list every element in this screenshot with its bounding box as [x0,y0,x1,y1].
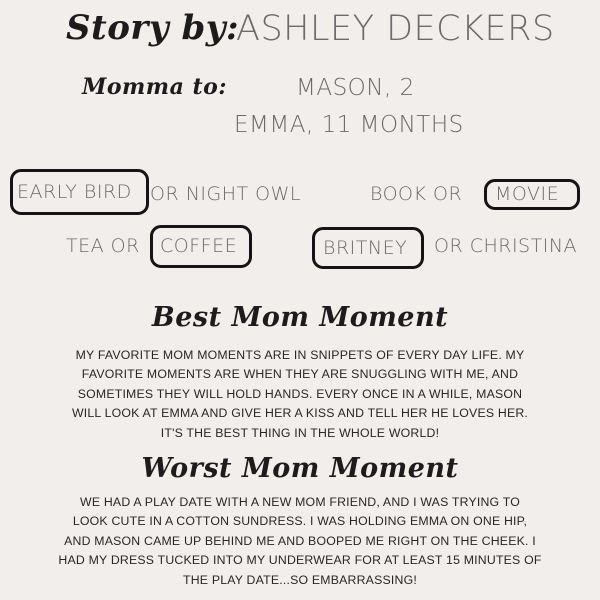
worst-line-2: LOOK CUTE IN A COTTON SUNDRESS. I WAS HOLDING EMMA ON ONE HIP, [72,514,528,529]
choice-christina: OR CHRISTINA [434,235,578,257]
best-moment-title: Best Mom Moment [151,302,449,333]
choice-movie: MOVIE [484,179,580,210]
choice-britney: BRITNEY [312,227,424,269]
best-line-2: FAVORITE MOMENTS ARE WHEN THEY ARE SNUGGLING WITH ME, AND [81,367,519,382]
worst-line-5: THE PLAY DATE...SO EMBARRASSING! [183,572,417,587]
worst-moment-title: Worst Mom Moment [141,453,459,484]
best-line-3: SOMETIMES THEY WILL HOLD HANDS. EVERY ONCE IN A WHILE, MASON [77,386,523,401]
momma-to-label: Momma to: [82,74,227,100]
choice-night-owl: OR NIGHT OWL [150,183,301,205]
child-1: MASON, 2 [296,75,415,101]
choice-book-or: BOOK OR [370,183,463,205]
story-by-label: Story by: [66,8,240,48]
best-line-4: WILL LOOK AT EMMA AND GIVE HER A KISS AND TELL HER HE LOVES HER. [71,406,529,421]
worst-line-1: WE HAD A PLAY DATE WITH A NEW MOM FRIEND, AND I WAS TRYING TO [80,495,520,509]
best-moment-text [0,346,600,443]
choice-tea-or: TEA OR [66,235,140,257]
worst-line-4: HAD MY DRESS TUCKED INTO MY UNDERWEAR FOR AT LEAST 15 MINUTES OF [58,553,542,568]
author-name: ASHLEY DECKERS [236,9,555,49]
child-2: EMMA, 11 MONTHS [234,112,464,138]
worst-moment-text [0,493,600,590]
best-line-5: IT'S THE BEST THING IN THE WHOLE WORLD! [160,425,440,440]
best-line-1: MY FAVORITE MOM MOMENTS ARE IN SNIPPETS OF EVERY DAY LIFE. MY [75,348,525,362]
choice-early-bird: EARLY BIRD [10,169,149,215]
choice-coffee: COFFEE [150,225,252,268]
worst-line-3: AND MASON CAME UP BEHIND ME AND BOOPED ME RIGHT ON THE CHEEK. I [64,533,536,548]
